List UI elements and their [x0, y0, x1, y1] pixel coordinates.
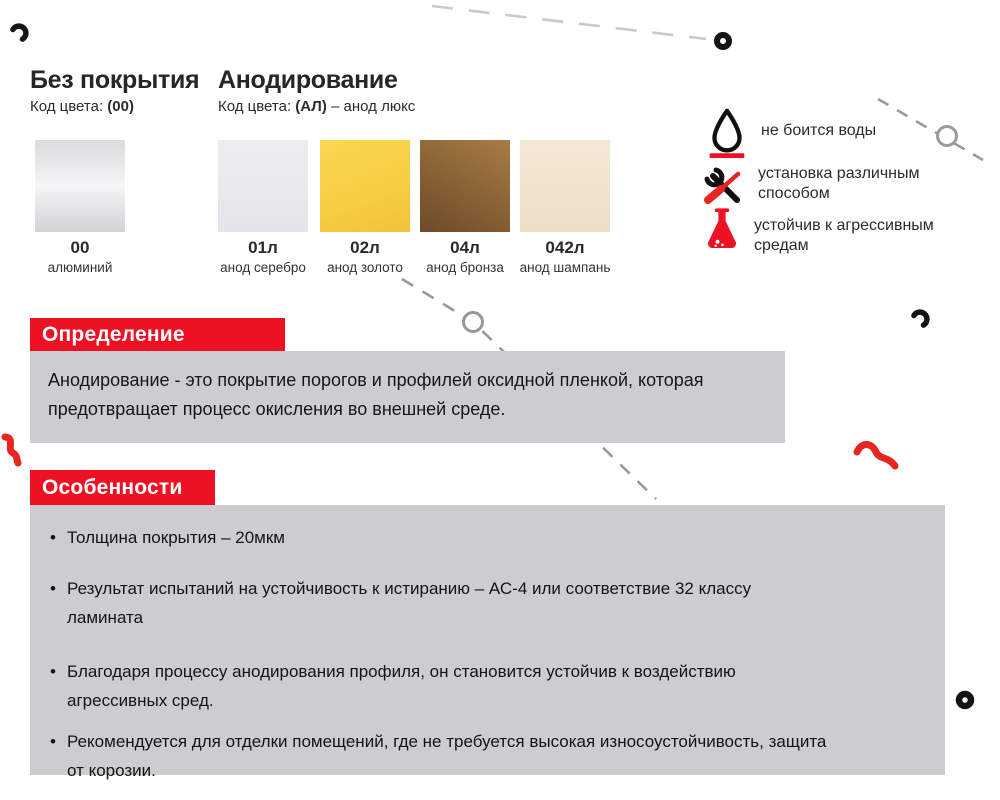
swatch-anod-silver	[218, 140, 308, 232]
no-coating-color-code	[30, 98, 199, 115]
swatch-name: анод серебро	[220, 260, 306, 275]
no-coating-title: Без покрытия	[30, 66, 200, 94]
code-suffix: – анод люкс	[326, 98, 416, 115]
swatch-code: 00	[70, 238, 90, 257]
no-coating-header	[30, 66, 199, 115]
swatch-label	[307, 238, 423, 275]
swatch-code: 042л	[545, 238, 585, 257]
feature-item: • Толщина покрытия – 20мкм	[50, 523, 925, 552]
tools-icon	[699, 162, 745, 211]
code-value: (АЛ)	[295, 98, 327, 115]
flask-icon	[704, 205, 740, 260]
swatch-anod-champagne	[520, 140, 610, 232]
benefit-installation: установка различным способом	[758, 165, 920, 203]
swatch-aluminium	[35, 140, 125, 232]
definition-text: Анодирование - это покрытие порогов и профилей оксидной пленкой, которая предотвращает процесс окисления во внешней среде.	[48, 370, 704, 419]
features-heading: Особенности	[30, 470, 215, 505]
water-drop-icon	[707, 107, 747, 164]
code-value: (00)	[107, 98, 134, 115]
swatch-name: алюминий	[47, 260, 113, 275]
feature-item: • Рекомендуется для отделки помещений, где не требуется высокая износоустойчивость, защита от корозии.	[50, 727, 840, 785]
benefit-aggressive-media: устойчив к агрессивным средам	[754, 217, 934, 255]
anodizing-title: Анодирование	[218, 66, 398, 94]
swatch-code: 01л	[248, 238, 278, 257]
anodizing-color-code	[218, 98, 415, 115]
swatch-label	[507, 238, 623, 275]
swatch-label	[205, 238, 321, 275]
swatch-name: анод бронза	[426, 260, 504, 275]
feature-item: • Благодаря процессу анодирования профиля, он становится устойчив к воздействию агрессивных сред.	[50, 657, 760, 715]
benefit-water: не боится воды	[761, 122, 877, 139]
swatch-label	[407, 238, 523, 275]
code-prefix: Код цвета:	[218, 98, 296, 115]
swatch-anod-gold	[320, 140, 410, 232]
definition-box	[30, 351, 785, 443]
swatch-anod-bronze	[420, 140, 510, 232]
feature-item: • Результат испытаний на устойчивость к истиранию – АС-4 или соответствие 32 классу ламината	[50, 574, 810, 632]
swatch-name: анод шампань	[519, 260, 611, 275]
code-prefix: Код цвета:	[30, 98, 108, 115]
swatch-code: 02л	[350, 238, 380, 257]
anodizing-header	[218, 66, 415, 115]
swatch-label	[22, 238, 138, 275]
features-box	[30, 505, 945, 781]
definition-heading: Определение	[30, 318, 285, 351]
swatch-name: анод золото	[327, 260, 403, 275]
features-list	[50, 523, 925, 786]
swatch-code: 04л	[450, 238, 480, 257]
